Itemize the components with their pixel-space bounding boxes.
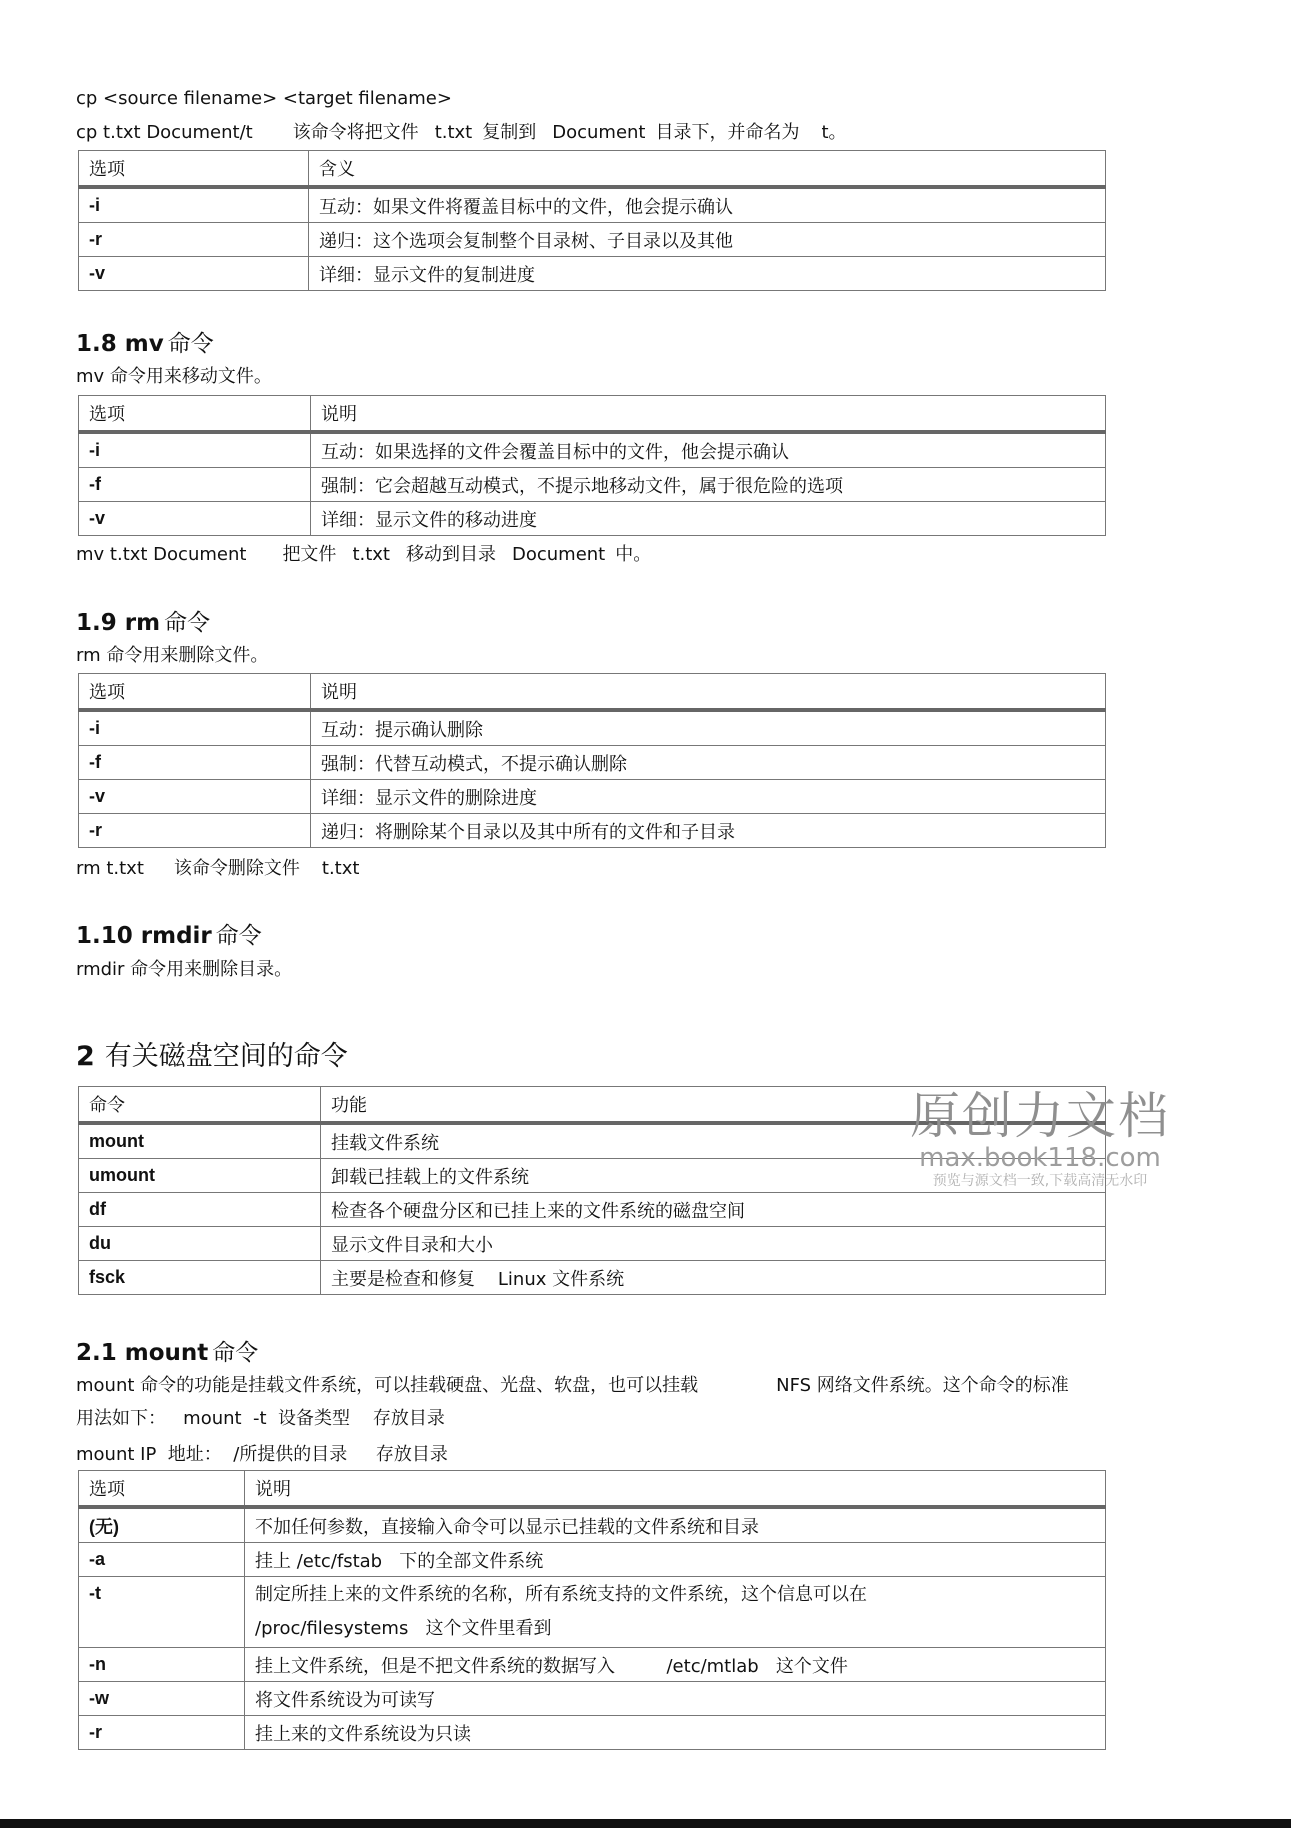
table-header-cell: 命令 bbox=[79, 1087, 321, 1124]
rmdir-intro: rmdir 命令用来删除目录。 bbox=[76, 959, 293, 980]
option-cell: -i bbox=[79, 432, 311, 468]
option-cell: -n bbox=[79, 1648, 245, 1682]
description-cell: 递归：将删除某个目录以及其中所有的文件和子目录 bbox=[311, 814, 1106, 848]
table-row bbox=[79, 1716, 1106, 1750]
option-cell: -f bbox=[79, 746, 311, 780]
rm-intro: rm 命令用来删除文件。 bbox=[76, 645, 269, 666]
description-cell: 强制：它会超越互动模式，不提示地移动文件，属于很危险的选项 bbox=[311, 468, 1106, 502]
description-cell: 将文件系统设为可读写 bbox=[245, 1682, 1106, 1716]
description-cell: 详细：显示文件的删除进度 bbox=[311, 780, 1106, 814]
watermark bbox=[905, 1088, 1175, 1190]
table-row bbox=[79, 1227, 1106, 1261]
command-cell: umount bbox=[79, 1159, 321, 1193]
table-row bbox=[79, 1507, 1106, 1543]
table-header-cell: 含义 bbox=[309, 151, 1106, 188]
mv-example: mv t.txt Document 把文件 t.txt 移动到目录 Document 中。 bbox=[76, 544, 652, 565]
table-row bbox=[79, 223, 1106, 257]
table-row bbox=[79, 1648, 1106, 1682]
description-cell: 互动：提示确认删除 bbox=[311, 710, 1106, 746]
mv-options-table bbox=[78, 395, 1106, 536]
mount-intro-line1: mount 命令的功能是挂载文件系统，可以挂载硬盘、光盘、软盘，也可以挂载 NFS 网络文件系统。这个命令的标准 bbox=[76, 1375, 1069, 1396]
section-heading-mv: 1.8 mv 命令 bbox=[76, 331, 214, 357]
option-cell: -t bbox=[79, 1577, 245, 1648]
section-heading-rmdir: 1.10 rmdir 命令 bbox=[76, 923, 262, 949]
option-cell: -a bbox=[79, 1543, 245, 1577]
section-heading-mount: 2.1 mount 命令 bbox=[76, 1340, 259, 1366]
table-header-row bbox=[79, 674, 1106, 711]
cp-syntax: cp <source filename> <target filename> bbox=[76, 88, 452, 109]
table-header-cell: 选项 bbox=[79, 396, 311, 433]
table-header-row bbox=[79, 151, 1106, 188]
table-row bbox=[79, 1193, 1106, 1227]
description-cell: 互动：如果文件将覆盖目标中的文件，他会提示确认 bbox=[309, 187, 1106, 223]
description-cell: 挂上来的文件系统设为只读 bbox=[245, 1716, 1106, 1750]
description-cell: 详细：显示文件的移动进度 bbox=[311, 502, 1106, 536]
description-cell: 检查各个硬盘分区和已挂上来的文件系统的磁盘空间 bbox=[321, 1193, 1106, 1227]
description-cell: 不加任何参数，直接输入命令可以显示已挂载的文件系统和目录 bbox=[245, 1507, 1106, 1543]
command-cell: du bbox=[79, 1227, 321, 1261]
option-cell: -v bbox=[79, 780, 311, 814]
description-line: /proc/filesystems 这个文件里看到 bbox=[255, 1618, 552, 1639]
table-row bbox=[79, 1577, 1106, 1648]
command-cell: df bbox=[79, 1193, 321, 1227]
table-header-cell: 选项 bbox=[79, 674, 311, 711]
table-row bbox=[79, 432, 1106, 468]
description-line: 制定所挂上来的文件系统的名称，所有系统支持的文件系统，这个信息可以在 bbox=[255, 1584, 867, 1605]
description-cell bbox=[245, 1577, 1106, 1648]
option-cell: (无) bbox=[79, 1507, 245, 1543]
watermark-url: max.book118.com bbox=[919, 1143, 1161, 1173]
command-cell: fsck bbox=[79, 1261, 321, 1295]
mv-intro: mv 命令用来移动文件。 bbox=[76, 366, 272, 387]
table-row bbox=[79, 1682, 1106, 1716]
table-row bbox=[79, 814, 1106, 848]
option-cell: -v bbox=[79, 502, 311, 536]
table-row bbox=[79, 746, 1106, 780]
mount-options-table bbox=[78, 1470, 1106, 1750]
option-cell: -r bbox=[79, 814, 311, 848]
watermark-note: 预览与源文档一致,下载高清无水印 bbox=[932, 1173, 1148, 1189]
table-row bbox=[79, 257, 1106, 291]
option-cell: -f bbox=[79, 468, 311, 502]
cp-example: cp t.txt Document/t 该命令将把文件 t.txt 复制到 Document 目录下，并命名为 t。 bbox=[76, 122, 847, 143]
table-row bbox=[79, 502, 1106, 536]
table-header-cell: 功能 bbox=[321, 1087, 1106, 1124]
watermark-title: 原创力文档 bbox=[910, 1087, 1170, 1145]
description-cell: 挂上 /etc/fstab 下的全部文件系统 bbox=[245, 1543, 1106, 1577]
section-heading-rm: 1.9 rm 命令 bbox=[76, 610, 211, 636]
option-cell: -v bbox=[79, 257, 309, 291]
description-cell: 显示文件目录和大小 bbox=[321, 1227, 1106, 1261]
table-row bbox=[79, 780, 1106, 814]
table-header-row bbox=[79, 396, 1106, 433]
table-row bbox=[79, 710, 1106, 746]
table-row bbox=[79, 187, 1106, 223]
description-cell: 强制：代替互动模式，不提示确认删除 bbox=[311, 746, 1106, 780]
page-bottom-border bbox=[0, 1819, 1291, 1828]
description-cell: 详细：显示文件的复制进度 bbox=[309, 257, 1106, 291]
table-row bbox=[79, 468, 1106, 502]
mount-intro-line3: mount IP 地址： /所提供的目录 存放目录 bbox=[76, 1444, 448, 1465]
command-cell: mount bbox=[79, 1123, 321, 1159]
cp-options-table bbox=[78, 150, 1106, 291]
table-row bbox=[79, 1261, 1106, 1295]
table-header-cell: 选项 bbox=[79, 1471, 245, 1508]
table-row bbox=[79, 1543, 1106, 1577]
description-cell: 卸载已挂载上的文件系统 bbox=[321, 1159, 1106, 1193]
table-header-cell: 说明 bbox=[245, 1471, 1106, 1508]
table-header-row bbox=[79, 1471, 1106, 1508]
table-header-cell: 说明 bbox=[311, 396, 1106, 433]
rm-example: rm t.txt 该命令删除文件 t.txt bbox=[76, 858, 360, 879]
option-cell: -w bbox=[79, 1682, 245, 1716]
mount-intro-line2: 用法如下： mount -t 设备类型 存放目录 bbox=[76, 1408, 445, 1429]
option-cell: -r bbox=[79, 1716, 245, 1750]
table-header-cell: 选项 bbox=[79, 151, 309, 188]
table-header-cell: 说明 bbox=[311, 674, 1106, 711]
description-cell: 挂载文件系统 bbox=[321, 1123, 1106, 1159]
description-cell: 互动：如果选择的文件会覆盖目标中的文件，他会提示确认 bbox=[311, 432, 1106, 468]
section-heading-disk: 2 有关磁盘空间的命令 bbox=[76, 1041, 348, 1072]
description-cell: 挂上文件系统，但是不把文件系统的数据写入 /etc/mtlab 这个文件 bbox=[245, 1648, 1106, 1682]
rm-options-table bbox=[78, 673, 1106, 848]
option-cell: -i bbox=[79, 710, 311, 746]
option-cell: -r bbox=[79, 223, 309, 257]
description-cell: 递归：这个选项会复制整个目录树、子目录以及其他 bbox=[309, 223, 1106, 257]
description-cell: 主要是检查和修复 Linux 文件系统 bbox=[321, 1261, 1106, 1295]
option-cell: -i bbox=[79, 187, 309, 223]
